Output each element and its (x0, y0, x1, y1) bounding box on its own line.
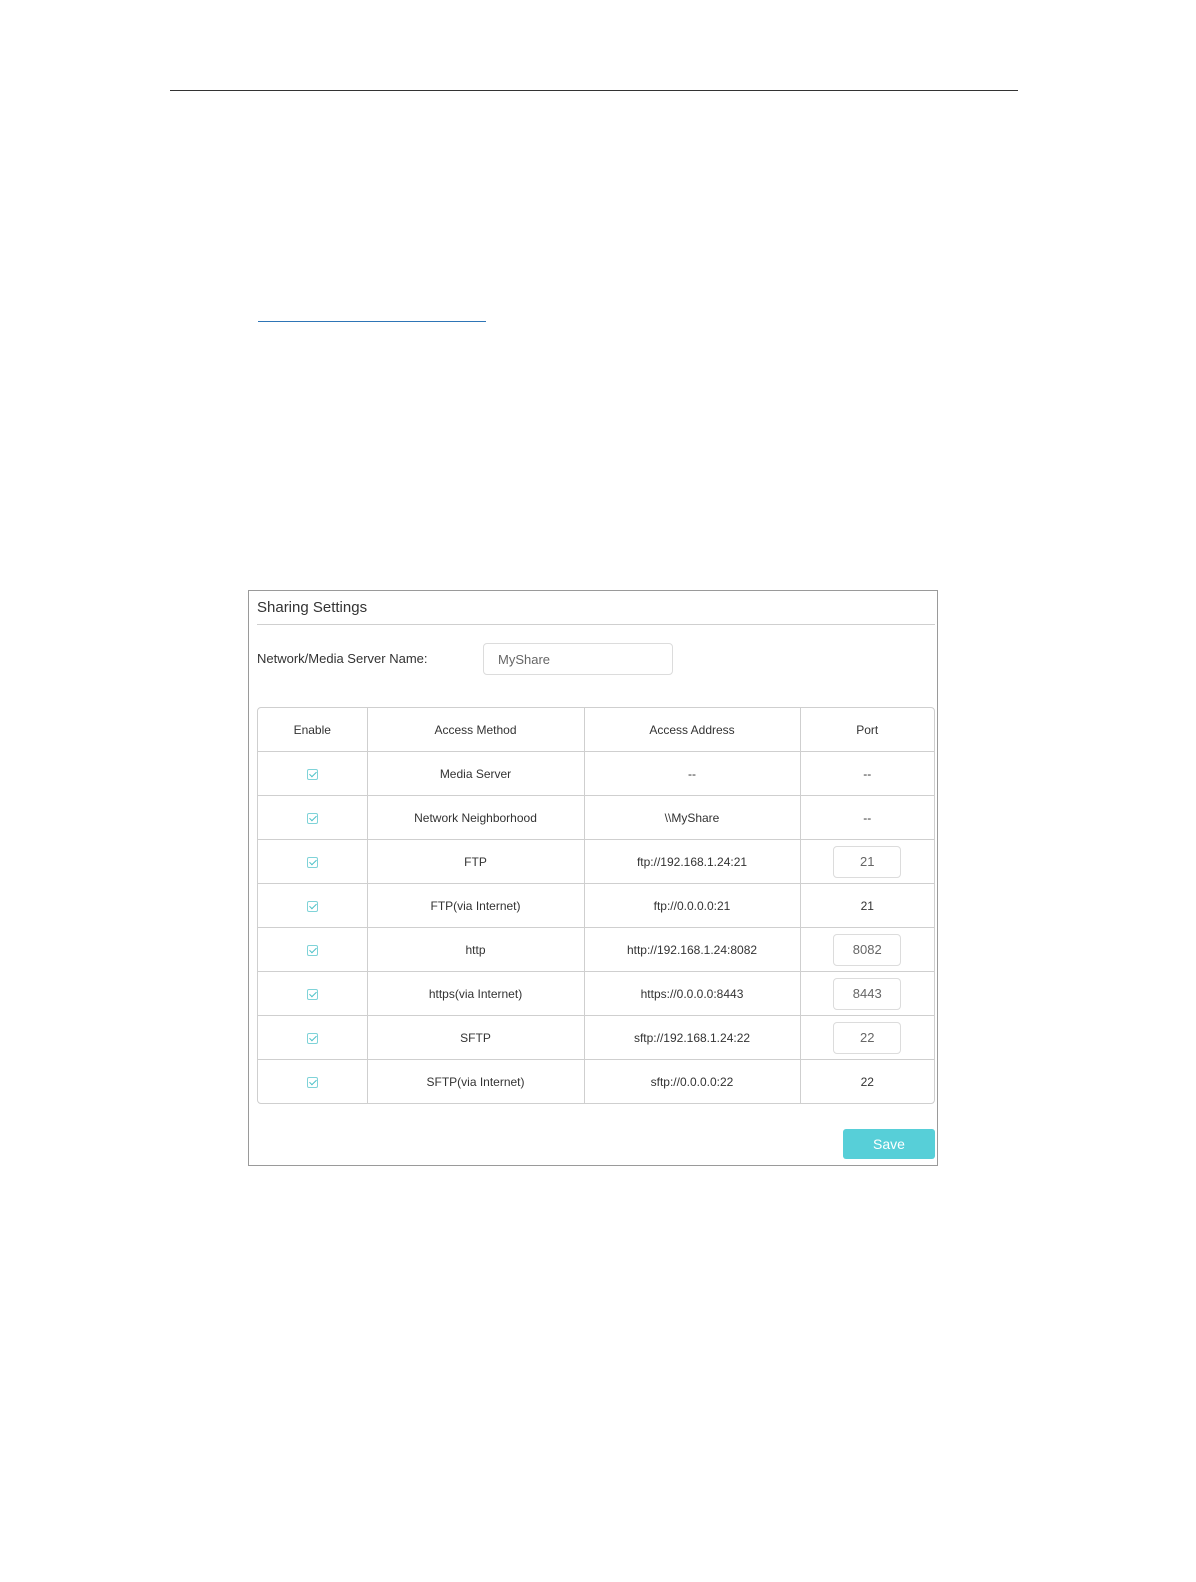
table-row (258, 1016, 934, 1060)
server-name-label: Network/Media Server Name: (257, 651, 428, 666)
table-row (258, 796, 934, 840)
port-input[interactable] (833, 934, 901, 966)
enable-cell (258, 840, 367, 884)
enable-cell (258, 1060, 367, 1104)
table-header-row (258, 708, 934, 752)
port-cell: -- (800, 752, 934, 796)
access-method-cell: Media Server (367, 752, 584, 796)
table-row (258, 884, 934, 928)
enable-cell (258, 928, 367, 972)
port-input[interactable] (833, 846, 901, 878)
port-cell (800, 928, 934, 972)
enable-cell (258, 1016, 367, 1060)
access-address-cell: \\MyShare (584, 796, 800, 840)
port-cell (800, 972, 934, 1016)
enable-checkbox[interactable] (307, 813, 318, 824)
access-address-cell: ftp://192.168.1.24:21 (584, 840, 800, 884)
access-method-cell: FTP(via Internet) (367, 884, 584, 928)
access-method-cell: FTP (367, 840, 584, 884)
enable-checkbox[interactable] (307, 769, 318, 780)
access-address-cell: -- (584, 752, 800, 796)
sharing-settings-panel (248, 590, 938, 1166)
enable-checkbox[interactable] (307, 857, 318, 868)
port-cell: -- (800, 796, 934, 840)
access-method-cell: SFTP (367, 1016, 584, 1060)
sharing-table (257, 707, 935, 1104)
access-address-cell: sftp://0.0.0.0:22 (584, 1060, 800, 1104)
table-row (258, 752, 934, 796)
table-row (258, 928, 934, 972)
table-row (258, 972, 934, 1016)
enable-cell (258, 752, 367, 796)
enable-checkbox[interactable] (307, 901, 318, 912)
header-port: Port (800, 708, 934, 752)
port-input[interactable] (833, 978, 901, 1010)
enable-checkbox[interactable] (307, 945, 318, 956)
port-cell (800, 1016, 934, 1060)
save-button[interactable]: Save (843, 1129, 935, 1159)
port-cell: 21 (800, 884, 934, 928)
enable-checkbox[interactable] (307, 989, 318, 1000)
header-access-address: Access Address (584, 708, 800, 752)
header-access-method: Access Method (367, 708, 584, 752)
header-rule (170, 90, 1018, 91)
enable-cell (258, 796, 367, 840)
port-input[interactable] (833, 1022, 901, 1054)
panel-title: Sharing Settings (257, 599, 368, 616)
title-divider (257, 624, 935, 625)
access-method-cell: https(via Internet) (367, 972, 584, 1016)
access-address-cell: sftp://192.168.1.24:22 (584, 1016, 800, 1060)
enable-cell (258, 884, 367, 928)
access-address-cell: http://192.168.1.24:8082 (584, 928, 800, 972)
table-row (258, 840, 934, 884)
access-method-cell: http (367, 928, 584, 972)
access-method-cell: Network Neighborhood (367, 796, 584, 840)
table-row (258, 1060, 934, 1104)
header-enable: Enable (258, 708, 367, 752)
access-method-cell: SFTP(via Internet) (367, 1060, 584, 1104)
port-cell: 22 (860, 1074, 874, 1089)
link-underline (258, 321, 486, 322)
enable-checkbox[interactable] (307, 1077, 318, 1088)
enable-checkbox[interactable] (307, 1033, 318, 1044)
server-name-input[interactable] (483, 643, 673, 675)
port-cell (800, 840, 934, 884)
enable-cell (258, 972, 367, 1016)
access-address-cell: https://0.0.0.0:8443 (584, 972, 800, 1016)
access-address-cell: ftp://0.0.0.0:21 (584, 884, 800, 928)
